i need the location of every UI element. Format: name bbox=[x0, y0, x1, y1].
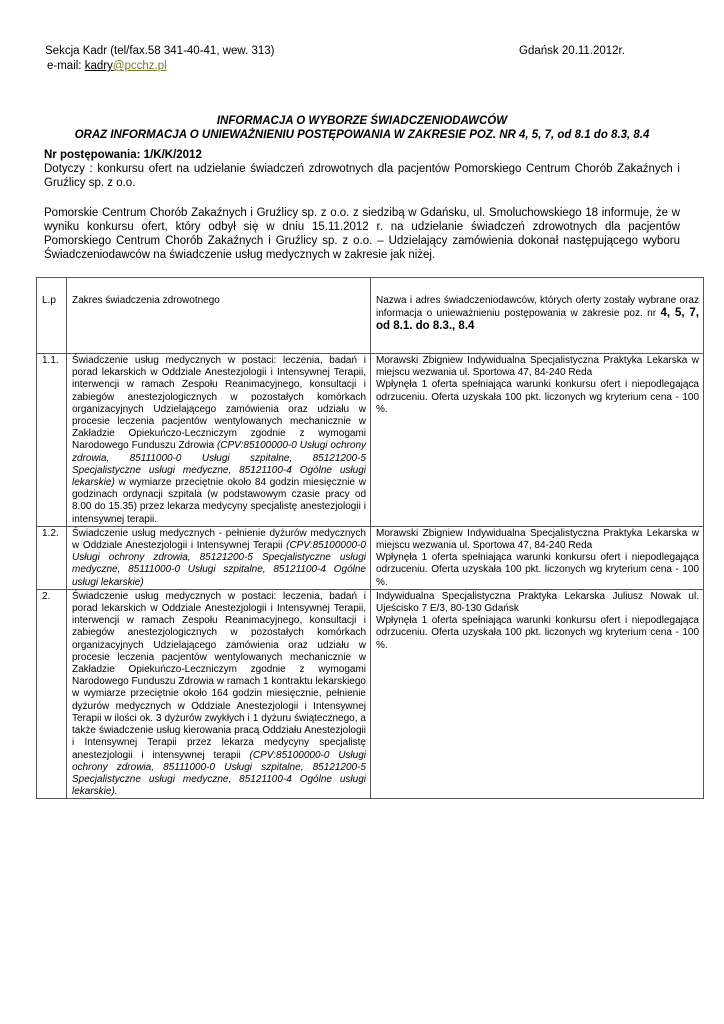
scope-text: Świadczenie usług medycznych w postaci: leczenia, badań i porad lekarskich w Oddziale Anestezjologii i Intensywnej Terapii, interwencji w ramach Zespołu Reanimacyjnego, konsultacji i zabiegów anestezjologicznych w pozostałych komórkach organizacyjnych Udzielającego zamówienia oraz udziału w procesie leczenia pacjentów wentylowanych mechanicznie w Zakładzie Opiekuńczo-Leczniczym zgodnie z wymogami Narodowego Funduszu Zdrowia bbox=[72, 355, 366, 452]
header-provider-numbers: 4, 5, 7, od 8.1. do 8.3., 8.4 bbox=[376, 307, 699, 333]
provider-name: Morawski Zbigniew Indywidualna Specjalistyczna Praktyka Lekarska w miejscu wezwania ul. Sportowa 47, 84-240 Reda bbox=[376, 355, 699, 379]
scope-cpv: (CPV:85100000-0 Usługi ochrony zdrowia, 85111000-0 Usługi szpitalne, 85121200-5 Specjalistyczne usługi medyczne, 85121100-4 Ogólne usługi lekarskie). bbox=[72, 749, 366, 798]
subject-paragraph: Dotyczy : konkursu ofert na udzielanie świadczeń zdrowotnych dla pacjentów Pomorskiego Centrum Chorób Zakaźnych i Gruźlicy sp. z o.o. bbox=[44, 163, 680, 189]
provider-name: Morawski Zbigniew Indywidualna Specjalistyczna Praktyka Lekarska w miejscu wezwania ul. Sportowa 47, 84-240 Reda bbox=[376, 527, 699, 552]
row-provider bbox=[371, 526, 704, 589]
department-contact: Sekcja Kadr (tel/fax.58 341-40-41, wew. 313) bbox=[45, 45, 275, 57]
email-link-domain[interactable]: @pcchz.pl bbox=[112, 60, 167, 72]
row-scope bbox=[67, 354, 371, 527]
intro-paragraph: Pomorskie Centrum Chorób Zakaźnych i Gruźlicy sp. z o.o. z siedzibą w Gdańsku, ul. Smoluchowskiego 18 informuje, że w wyniku konkursu ofert, który odbył się w dniu 15.11.2012 r. na udzielanie świadczeń zdrowotnych dla pacjentów Pomorskiego Centrum Chorób Zakaźnych i Gruźlicy sp. z o.o. – Udzielający zamówienia dokonał następującego wyboru Świadczeniodawców na świadczenie usług medycznych w zakresie jak niżej. bbox=[44, 207, 680, 261]
row-scope bbox=[67, 589, 371, 798]
provider-note: Wpłynęła 1 oferta spełniająca warunki konkursu ofert i niepodlegająca odrzuceniu. Oferta uzyskała 100 pkt. liczonych wg kryterium cena - 100 %. bbox=[376, 552, 699, 588]
email-link-user[interactable]: kadry bbox=[84, 60, 113, 72]
row-provider bbox=[371, 589, 704, 798]
email-label: e-mail: bbox=[47, 60, 85, 72]
header-lp: L.p bbox=[37, 278, 67, 354]
case-number: Nr postępowania: 1/K/K/2012 bbox=[44, 149, 202, 161]
header-provider-text: Nazwa i adres świadczeniodawców, których oferty zostały wybrane oraz informacja o unieważnieniu postępowania w zakresie poz. nr bbox=[376, 295, 699, 320]
scope-cpv: (CPV:85100000-0 Usługi ochrony zdrowia, 85111000-0 Usługi szpitalne, 85121200-5 Specjalistyczne usługi medyczne, 85121100-4 Ogólne usługi lekarskie) bbox=[72, 440, 367, 489]
table-row bbox=[37, 589, 704, 798]
scope-cpv: (CPV:85100000-0 Usługi ochrony zdrowia, 85121200-5 Specjalistyczne usługi medyczne, 85111000-0 Usługi szpitalne, 85121100-4 Ogólne usługi lekarskie) bbox=[72, 540, 366, 588]
table-header-row bbox=[37, 278, 704, 354]
scope-tail: w wymiarze przeciętnie około 84 godzin miesięcznie w godzinach ordynacji szpitala (w podstawowym czasie pracy od 8.00 do 15.35) przez lekarza medycyny specjalistę anestezjologii i intensywnej terapii. bbox=[72, 477, 366, 525]
row-lp: 2. bbox=[37, 589, 67, 798]
provider-note: Wpłynęła 1 oferta spełniająca warunki konkursu ofert i niepodlegająca odrzuceniu. Oferta uzyskała 100 pkt. liczonych wg kryterium cena - 100 %. bbox=[376, 379, 699, 415]
scope-text: Świadczenie usług medycznych - pełnienie dyżurów medycznych w Oddziale Anestezjologii i Intensywnej Terapii bbox=[72, 527, 366, 552]
header-scope: Zakres świadczenia zdrowotnego bbox=[67, 278, 371, 354]
row-provider bbox=[371, 354, 704, 527]
header-provider bbox=[371, 278, 704, 354]
provider-note: Wpłynęła 1 oferta spełniająca warunki konkursu ofert i niepodlegająca odrzuceniu. Oferta uzyskała 100 pkt. liczonych wg kryterium cena - 100 %. bbox=[376, 615, 699, 651]
document-title: INFORMACJA O WYBORZE ŚWIADCZENIODAWCÓW bbox=[216, 115, 508, 127]
results-table bbox=[36, 277, 704, 799]
place-date: Gdańsk 20.11.2012r. bbox=[519, 45, 625, 57]
table-row bbox=[37, 354, 704, 527]
email-line bbox=[47, 59, 167, 73]
document-subtitle: ORAZ INFORMACJA O UNIEWAŻNIENIU POSTĘPOWANIA W ZAKRESIE POZ. NR 4, 5, 7, od 8.1 do 8.3, 8.4 bbox=[74, 129, 650, 141]
table-row bbox=[37, 526, 704, 589]
row-lp: 1.2. bbox=[37, 526, 67, 589]
provider-name: Indywidualna Specjalistyczna Praktyka Lekarska Juliusz Nowak ul. Ujeścisko 7 E/3, 80-130 Gdańsk bbox=[376, 590, 699, 615]
scope-text: Świadczenie usług medycznych w postaci: leczenia, badań i porad lekarskich w Oddziale Anestezjologii i Intensywnej Terapii, interwencji w ramach Zespołu Reanimacyjnego, konsultacji i zabiegów anestezjologicznych w pozostałych komórkach organizacyjnych Udzielającego zamówienia oraz udziału w procesie leczenia pacjentów wentylowanych mechanicznie w Zakładzie Opiekuńczo-Leczniczym zgodnie z wymogami Narodowego Funduszu Zdrowia w ramach 1 kontraktu lekarskiego w wymiarze przeciętnie około 164 godzin miesięcznie, pełnienie dyżurów medycznych w Oddziale Anestezjologii i Intensywnej Terapii w ilości ok. 3 dyżurów zwykłych i 1 dyżuru świątecznego, a także świadczenie usług kierowania pracą Oddziału Anestezjologii i Intensywnej Terapii przez lekarza medycyny specjalistę anestezjologii i intensywnej terapii bbox=[72, 590, 366, 761]
row-lp: 1.1. bbox=[37, 354, 67, 527]
row-scope bbox=[67, 526, 371, 589]
